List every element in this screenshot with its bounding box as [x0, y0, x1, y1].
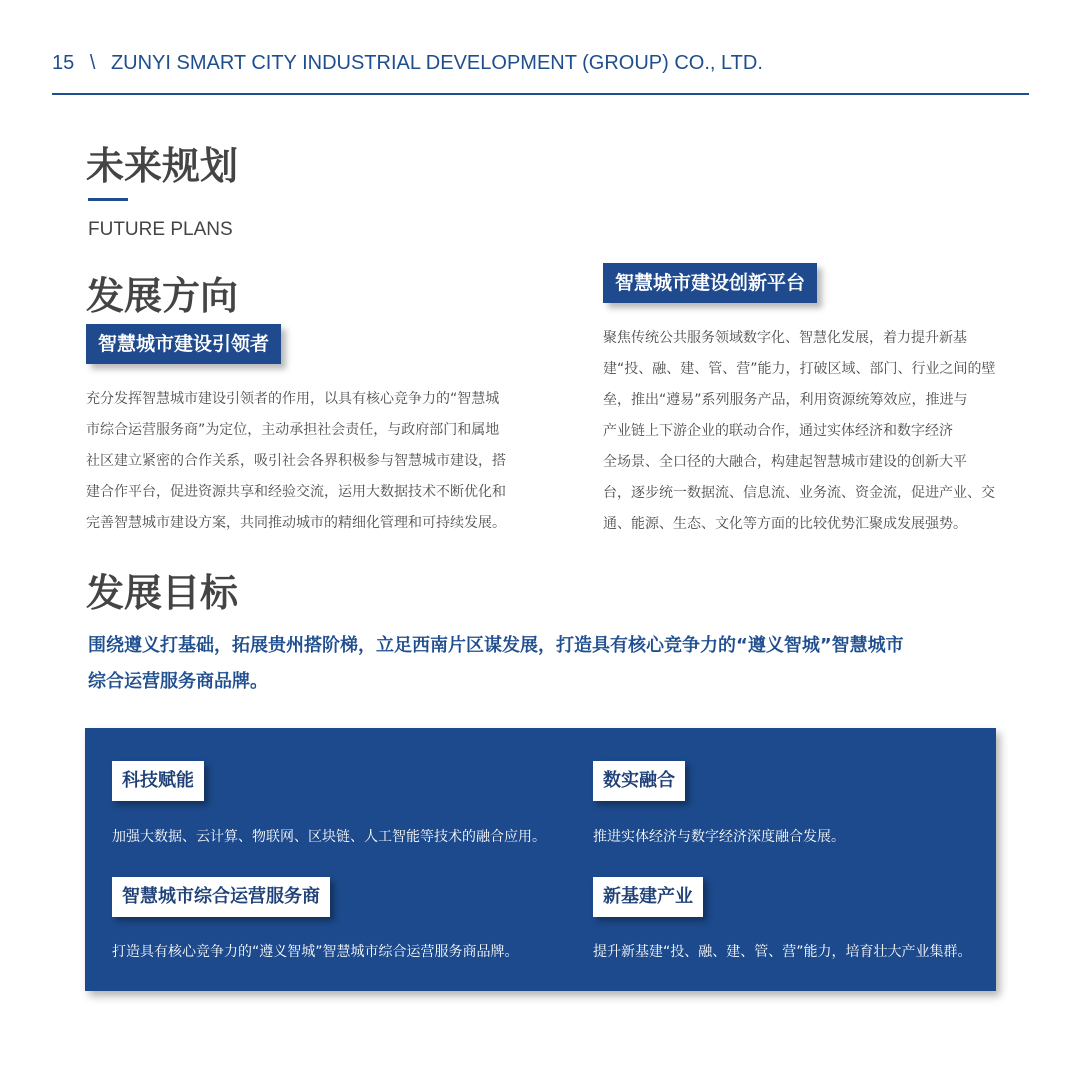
goal-tag-operations-provider: 智慧城市综合运营服务商: [112, 877, 330, 917]
goal-tag-new-infrastructure: 新基建产业: [593, 877, 703, 917]
goal-text-tech-empowerment: 加强大数据、云计算、物联网、区块链、人工智能等技术的融合应用。: [112, 829, 546, 845]
statement-line: 围绕遵义打基础，拓展贵州搭阶梯，立足西南片区谋发展，打造具有核心竞争力的“遵义智城”智慧城市: [88, 635, 904, 656]
goal-tag-tech-empowerment: 科技赋能: [112, 761, 204, 801]
paragraph-line: 聚焦传统公共服务领域数字化、智慧化发展，着力提升新基: [603, 330, 967, 346]
direction-heading: 发展方向: [86, 274, 239, 318]
goal-text-new-infrastructure: 提升新基建“投、融、建、管、营”能力，培育壮大产业集群。: [593, 944, 972, 960]
page-subtitle: FUTURE PLANS: [88, 219, 233, 240]
goals-panel: [85, 728, 996, 991]
paragraph-line: 充分发挥智慧城市建设引领者的作用，以具有核心竞争力的“智慧城: [86, 391, 500, 407]
page-header: [52, 52, 1032, 82]
page-number: 15: [52, 52, 75, 74]
paragraph-line: 社区建立紧密的合作关系，吸引社会各界积极参与智慧城市建设，搭: [86, 453, 506, 469]
header-divider: [52, 93, 1029, 95]
paragraph-line: 台，逐步统一数据流、信息流、业务流、资金流，促进产业、交: [603, 485, 995, 501]
title-accent-bar: [88, 198, 128, 201]
goal-text-operations-provider: 打造具有核心竞争力的“遵义智城”智慧城市综合运营服务商品牌。: [112, 944, 519, 960]
paragraph-line: 市综合运营服务商”为定位，主动承担社会责任，与政府部门和属地: [86, 422, 500, 438]
company-name: ZUNYI SMART CITY INDUSTRIAL DEVELOPMENT (GROUP) CO., LTD.: [110, 52, 763, 74]
direction-left-paragraph: [86, 384, 556, 539]
statement-line: 综合运营服务商品牌。: [88, 671, 268, 692]
paragraph-line: 建合作平台，促进资源共享和经验交流，运用大数据技术不断优化和: [86, 484, 506, 500]
paragraph-line: 完善智慧城市建设方案，共同推动城市的精细化管理和可持续发展。: [86, 515, 506, 531]
tag-smart-city-leader: 智慧城市建设引领者: [86, 324, 281, 364]
header-separator: \: [89, 52, 96, 74]
paragraph-line: 通、能源、生态、文化等方面的比较优势汇聚成发展强势。: [603, 516, 967, 532]
paragraph-line: 产业链上下游企业的联动合作，通过实体经济和数字经济: [603, 423, 953, 439]
tag-innovation-platform: 智慧城市建设创新平台: [603, 263, 817, 303]
goal-text-digital-real-integration: 推进实体经济与数字经济深度融合发展。: [593, 829, 845, 845]
goal-tag-digital-real-integration: 数实融合: [593, 761, 685, 801]
paragraph-line: 垒，推出“遵易”系列服务产品，利用资源统筹效应，推进与: [603, 392, 968, 408]
paragraph-line: 全场景、全口径的大融合，构建起智慧城市建设的创新大平: [603, 454, 967, 470]
page-title: 未来规划: [86, 144, 239, 188]
direction-right-paragraph: [603, 323, 1013, 540]
goals-heading: 发展目标: [86, 571, 239, 615]
goals-statement: [88, 628, 1028, 700]
paragraph-line: 建“投、融、建、管、营”能力，打破区域、部门、行业之间的壁: [603, 361, 996, 377]
